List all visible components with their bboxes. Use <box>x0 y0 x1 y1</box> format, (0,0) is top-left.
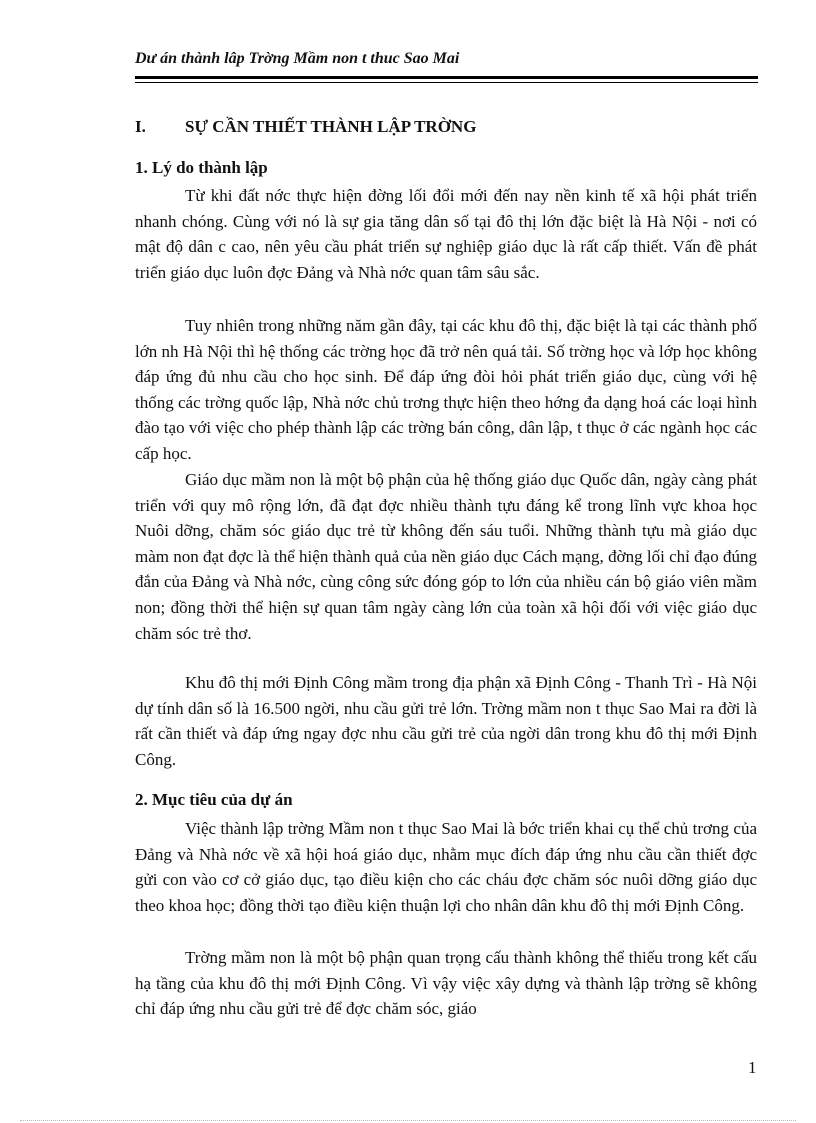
page-bottom-divider <box>20 1120 796 1121</box>
section-heading <box>135 117 476 137</box>
paragraph-3: Giáo dục mầm non là một bộ phận của hệ thống giáo dục Quốc dân, ngày càng phát triển với quy mô rộng lớn, đã đạt đợc nhiều thành tựu đáng kể trong lĩnh vực khoa học Nuôi dỡng, chăm sóc giáo dục trẻ từ không đến sáu tuổi. Những thành tựu mà giáo dục màm non đạt đợc là thể hiện thành quả của nền giáo dục Cách mạng, đờng lối chỉ đạo đúng đắn của Đảng và Nhà nớc, cùng công sức đóng góp to lớn của nhiều cán bộ giáo viên mầm non; đồng thời thể hiện sự quan tâm ngày càng lớn của toàn xã hội đối với việc giáo dục chăm sóc trẻ thơ. <box>135 470 757 643</box>
paragraph-6: Trờng mầm non là một bộ phận quan trọng cấu thành không thể thiếu trong kết cấu hạ tầng của khu đô thị mới Định Công. Vì vậy việc xây dựng và thành lập trờng sẽ không chỉ đáp ứng nhu cầu gửi trẻ để đợc chăm sóc, giáo <box>135 948 757 1019</box>
section-number: I. <box>135 117 146 136</box>
paragraph-4: Khu đô thị mới Định Công mầm trong địa phận xã Định Công - Thanh Trì - Hà Nội dự tính dân số là 16.500 ngời, nhu cầu gửi trẻ lớn. Trờng mầm non t thục Sao Mai ra đời là rất cần thiết và đáp ứng ngay đợc nhu cầu gửi trẻ của ngời dân trong khu đô thị mới Định Công. <box>135 673 757 769</box>
header-rule-thick <box>135 76 758 79</box>
paragraph-5: Việc thành lập trờng Mầm non t thục Sao Mai là bớc triển khai cụ thể chủ trơng của Đảng và Nhà nớc về xã hội hoá giáo dục, nhằm mục đích đáp ứng nhu cầu cần thiết đợc gửi con vào cơ cở giáo dục, tạo điều kiện cho các cháu đợc chăm sóc nuôi dỡng giáo dục theo khoa học; đồng thời tạo điều kiện thuận lợi cho nhân dân khu đô thị mới Định Công. <box>135 819 757 915</box>
header-rule-thin <box>135 82 758 83</box>
paragraph-2: Tuy nhiên trong những năm gần đây, tại các khu đô thị, đặc biệt là tại các thành phố lớn nh Hà Nội thì hệ thống các trờng học đã trở nên quá tải. Số trờng học và lớp học không đáp ứng đủ nhu cầu cho học sinh. Để đáp ứng đòi hỏi phát triển giáo dục, cùng với hệ thống các trờng quốc lập, Nhà nớc chủ trơng thực hiện theo hớng đa dạng hoá các loại hình đào tạo với việc cho phép thành lập các trờng bán công, dân lập, t thục ở các ngành học các cấp học. <box>135 316 757 463</box>
page-header-title: Dư án thành lâp Trờng Mầm non t thuc Sao Mai <box>135 50 460 67</box>
subsection-heading-1: 1. Lý do thành lập <box>135 158 268 177</box>
page-number: 1 <box>748 1058 757 1077</box>
paragraph-1: Từ khi đất nớc thực hiện đờng lối đổi mới đến nay nền kinh tế xã hội phát triển nhanh chóng. Cùng với nó là sự gia tăng dân số tại đô thị lớn đặc biệt là Hà Nội - nơi có mật độ dân c cao, nên yêu cầu phát triển sự nghiệp giáo dục là rất cấp thiết. Vấn đề phát triển giáo dục luôn đợc Đảng và Nhà nớc quan tâm sâu sắc. <box>135 186 757 282</box>
section-title: SỰ CẦN THIẾT THÀNH LẬP TRỜNG <box>185 117 477 136</box>
subsection-heading-2: 2. Mục tiêu của dự án <box>135 790 293 809</box>
